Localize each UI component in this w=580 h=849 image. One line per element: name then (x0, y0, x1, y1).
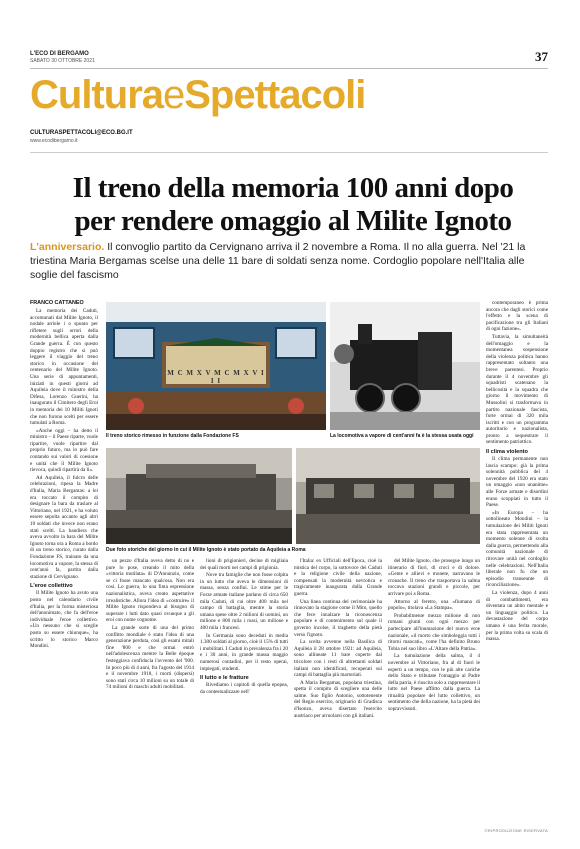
paragraph: Ad Aquileia, il fulcro delle celebrazioni, ripesa la Madre d'Italia, Maria Bergamas: a lei era toccato il compito di designare la bara da traslare al Vittoriano, nel 1921, e ha voluto essere sepolta accanto agli altri 10 soldati che invece non erano stati scelti. La bandiera che aveva avvolto la bara del Milite Ignoto torna ora a Roma a bordo di un treno storico, curato dalla Fondazione FS, trainato da una locomotiva a vapore, la stessa di cent'anni fa, partita dalla stazione di Cervignano. (30, 474, 98, 580)
paragraph: A Maria Bergamas, popolana triestina, spetta il compito di scegliere una delle salme. Suo figlio Antonio, sottotenente del Regio esercito, originario di Gradisca d'Isonzo, aveva disertato l'esercito austriaco per arruolarsi con gli italiani. (294, 679, 382, 719)
photo-train-carriage (106, 302, 326, 430)
paragraph: La scelta avvenne nella Basilica di Aquileia il 28 ottobre 1921: ad Aquileia, sono allineate 11 bare coperte dal tricolore con i resti di altrettanti soldati italiani non identificati, recuperati sui campi di battaglia più martoriati. (294, 639, 382, 679)
article-column-5 (388, 558, 480, 822)
article-kicker: L'anniversario. (30, 241, 105, 253)
subheading: Il clima violento (486, 449, 528, 456)
section-email[interactable]: CULTURASPETTACOLI@ECO.BG.IT (30, 130, 133, 136)
paragraph: La grande sorte di una del primo conflitto mondiale è stato l'idea di una generazione perduta, così gli esami mitali fine '800 e che ormai entrò nell'adolescenza mentre la Belle époque festeggiava confiducia l'avvento del '900. In poco più di 4 anni, fra l'agosto del 1914 e il novembre 1918, i morti (dispersi) sono stati circa 10 milioni su un totale di 74 milioni di maschi adulti mobilitati. (106, 624, 194, 691)
copyright-notice: ©RIPRODUZIONE RISERVATA (484, 828, 548, 833)
article-column-3 (200, 558, 288, 822)
paragraph: Attorno al feretro, una «fiumana di popolo», titolava «La Stampa». (388, 598, 480, 612)
photo-historic-train (296, 448, 480, 544)
paragraph: In Germania sono deceduti in media 1.300 soldati al giorno, cioè il 15% di tutti i mobilitati. I Caduti in prevalenza fra i 20 e i 30 anni, in grande massa maggio numerosi contadini, per il resto operai, impiegati, studenti. (200, 632, 288, 672)
paragraph: l'Italia: ex Ufficiali dell'Epoca, cioè la mistica del corpo, la sottovoce dei Caduti e la religione civile della nazione, compensati la modernità nevrotica e tragicamente inaugurata dalla Grande guerra. (294, 558, 382, 597)
caption-photo-3: Due foto storiche del giorno in cui il Milite Ignoto è stato portato da Aquileia a Roma (106, 547, 306, 553)
article-deck (30, 240, 548, 282)
paragraph: lioni di prigionieri, decine di migliaia dei quali morti nei campi di prigionia. (200, 558, 288, 571)
article-column-2 (106, 558, 194, 822)
paragraph: del Milite Ignoto, che prosegue lungo un itinerario di fiori, di croci e di dolore. «Gente e allievi e monete, narravano le cronache. Il treno che trasportava la salma toccava stazioni grandi e piccole, per arrivare poi a Roma. (388, 558, 480, 597)
article-deck-text: Il convoglio partito da Cervignano arriva il 2 novembre a Roma. Il no alla guerra. Nel '21 la triestina Maria Bergamas scelse una delle 11 bare di soldati senza nome. Cordoglio popolare nell'Italia alle soglie del fascismo (30, 241, 526, 281)
subheading: L'eroe collettivo (30, 583, 73, 590)
article-headline: Il treno della memoria 100 anni dopo per rendere omaggio al Milite Ignoto (72, 172, 514, 237)
article-column-6 (486, 300, 548, 822)
paragraph: «Anche oggi – ha detto il ministro – il Paese ripartе, vuole ripartire, vuole ripartire dal proprio futuro, ma lo può fare contando sui valori di coesione e unità che il Milite Ignoto rievoca, quindi ripartirà da lì». (30, 427, 98, 474)
section-title-part3: Spettacoli (184, 73, 366, 117)
article-column-1 (30, 300, 98, 828)
paragraph: La violenza, dopo 4 anni di combattimenti, era diventata un abito mentale e un linguaggio politico. La devastazione del corpo umano è una ferita morale, per la prima volta su scala di massa. (486, 589, 548, 643)
article-column-4 (294, 558, 382, 822)
caption-photo-2: La locomotiva a vapore di cent'anni fa è la stessa usata oggi (330, 433, 474, 439)
issue-date: SABATO 30 OTTOBRE 2021 (30, 58, 95, 64)
byline: FRANCO CATTANEO (30, 300, 84, 306)
page-number: 37 (535, 49, 548, 64)
section-site-link[interactable]: www.ecodibergamo.it (30, 138, 78, 144)
paragraph: Tuttavia, la simultaneità dell'omaggio e la momentanea sospensione della violenza politica hanno rappresentato soltanto una breve parentesi. Proprio durante il 4 novembre gli squadristi scatenano la bellicosità e la squadra che giorno il movimento di Mussolini si trasformava in partito nazionale fascista, forte ormai di 320 mila iscritti e con un programma autoritario e nazionalista, pronto a sequestrare il sentimento patriottico. (486, 333, 548, 446)
coffin-inscription: M C M X V M C M X V I I I (167, 369, 265, 385)
paragraph: Nove tra famiglie che non fosse colpita in un lutto che aveva le dimensioni di massa, senza confini. Le stime per le Forze armate italiane parlano di circa 650 mila Caduti, di cui oltre 400 mila nel campo di battaglia, mentre la storia umana spese oltre 2 milioni di uomini, un milione e 800 mila i russi, un milione e 400 mila i francesi. (200, 572, 288, 631)
paragraph: contemporaneo è prima ancora che dagli storici come l'effetto e la scena di pacificazione tra gli Italiani di ogni fazione». (486, 300, 548, 333)
paragraph: «In Europa – ha sottolineato Mondini – la tumulazione dei Militi Ignoti era stata rappresentata un momento solenne di svolta dalla guerra, permettendo alla comunità nazionale di ritrovare unità nel cordoglio nelle celebrazioni. Nell'Italia liberale non fu che un episodio transeunte di riconciliazione». (486, 509, 548, 589)
section-title (30, 73, 365, 117)
paragraph: Rivediamo i capitoli di quella epopea, da contestualizzare nell' (200, 682, 288, 695)
section-title-part1: Cultura (30, 73, 163, 117)
top-rule (30, 68, 548, 69)
subheading: Il lutto e le fratture (200, 675, 249, 682)
section-title-part2: e (163, 73, 185, 117)
paragraph: un pezzo d'Italia aveva detto di no e pure lo pose, creando il mito della «vittoria mutilata» di D'Annunzio, come se ci fosse mancato qualcosa. Non era così. Lo guerra, lo una finta espressione nazionalistica, aveva creato aspettative irrealistiche. Allora l'idea di «costruire» il Milite Ignoto rispondeva al bisogno di superare i lutti dato quasi ovunque a gli eroi con nome cognome. (106, 558, 194, 624)
paragraph: Il Milite Ignoto ha avuto una posto nel calendario civile d'Italia, per la forma misteriosa dell'anonimato, che fa dell'eroe individuale l'eroe collettivo. «Un nessuno che si sceglie posto su essere chiunque», ha scritto lo storico Marco Mondini. (30, 590, 98, 650)
paragraph: Probabilmente mezzo milione di non romani giunti con ogni mezzo per partecipare all'inumazione del nuovo eroe nazionale, «il morto che simboleggia tutti i ritorni mancati», come l'ha definito Bruno Tobia nel suo libro «L'Altare della Patria». (388, 612, 480, 652)
paragraph: La tumulazione della salma, il 4 novembre al Vittoriano, fra al di fuori le esperti a un tempo, con le più alte cariche dello Stato e tributate l'omaggio al Padre della patria, è riuscita solo a rappresentare il lutto nel Paese afflitto dalla guerra. La ritualità popolare del lutto collettivo, un sentimento che della nazione, ha la pietà dei sopravvissuti. (388, 653, 480, 713)
caption-photo-1: Il treno storico rimesso in funzione dalla Fondazione FS (106, 433, 239, 439)
paragraph: La memoria dei Caduti, accomunati dal Milite Ignoto, il nodale arriele i o spunto per rifletere sugli orrori della modernità bellica aperta dalla Grande guerra. È con questo doppio registro che si può leggere il viaggio del treno storico in occasione del centenario del Milite Ignoto. Una serie di appuntamenti, iniziati in questi giorni ad Aquileia dove il ministro della Difesa, Lorenzo Guerini, ha inaugurato il Cimitero degli Eroi in memoria dei 10 Militi Ignoti che non furono scelti per essere tumulati a Roma. (30, 308, 98, 427)
section-rule (30, 152, 548, 153)
paragraph: Una linea continua del cerimoniale ha rinnovato la stagione come il Mito, quello che fece innalzare la riconoscenza popolare e di contenimento sul quale il governo incolse, il traghetto della pietà verso l'ignoto. (294, 598, 382, 638)
photo-steam-locomotive (330, 302, 480, 430)
photo-historic-crowd (106, 448, 292, 544)
paragraph: Il clima permanente non lascia scampo: già la prima solennità pubblica del 4 novembre del 1920 era stato un omaggio «non unanime» alle Forze armate e disordini erano scoppiati in tutto il Paese. (486, 456, 548, 509)
newspaper-name: L'ECO DI BERGAMO (30, 51, 89, 57)
